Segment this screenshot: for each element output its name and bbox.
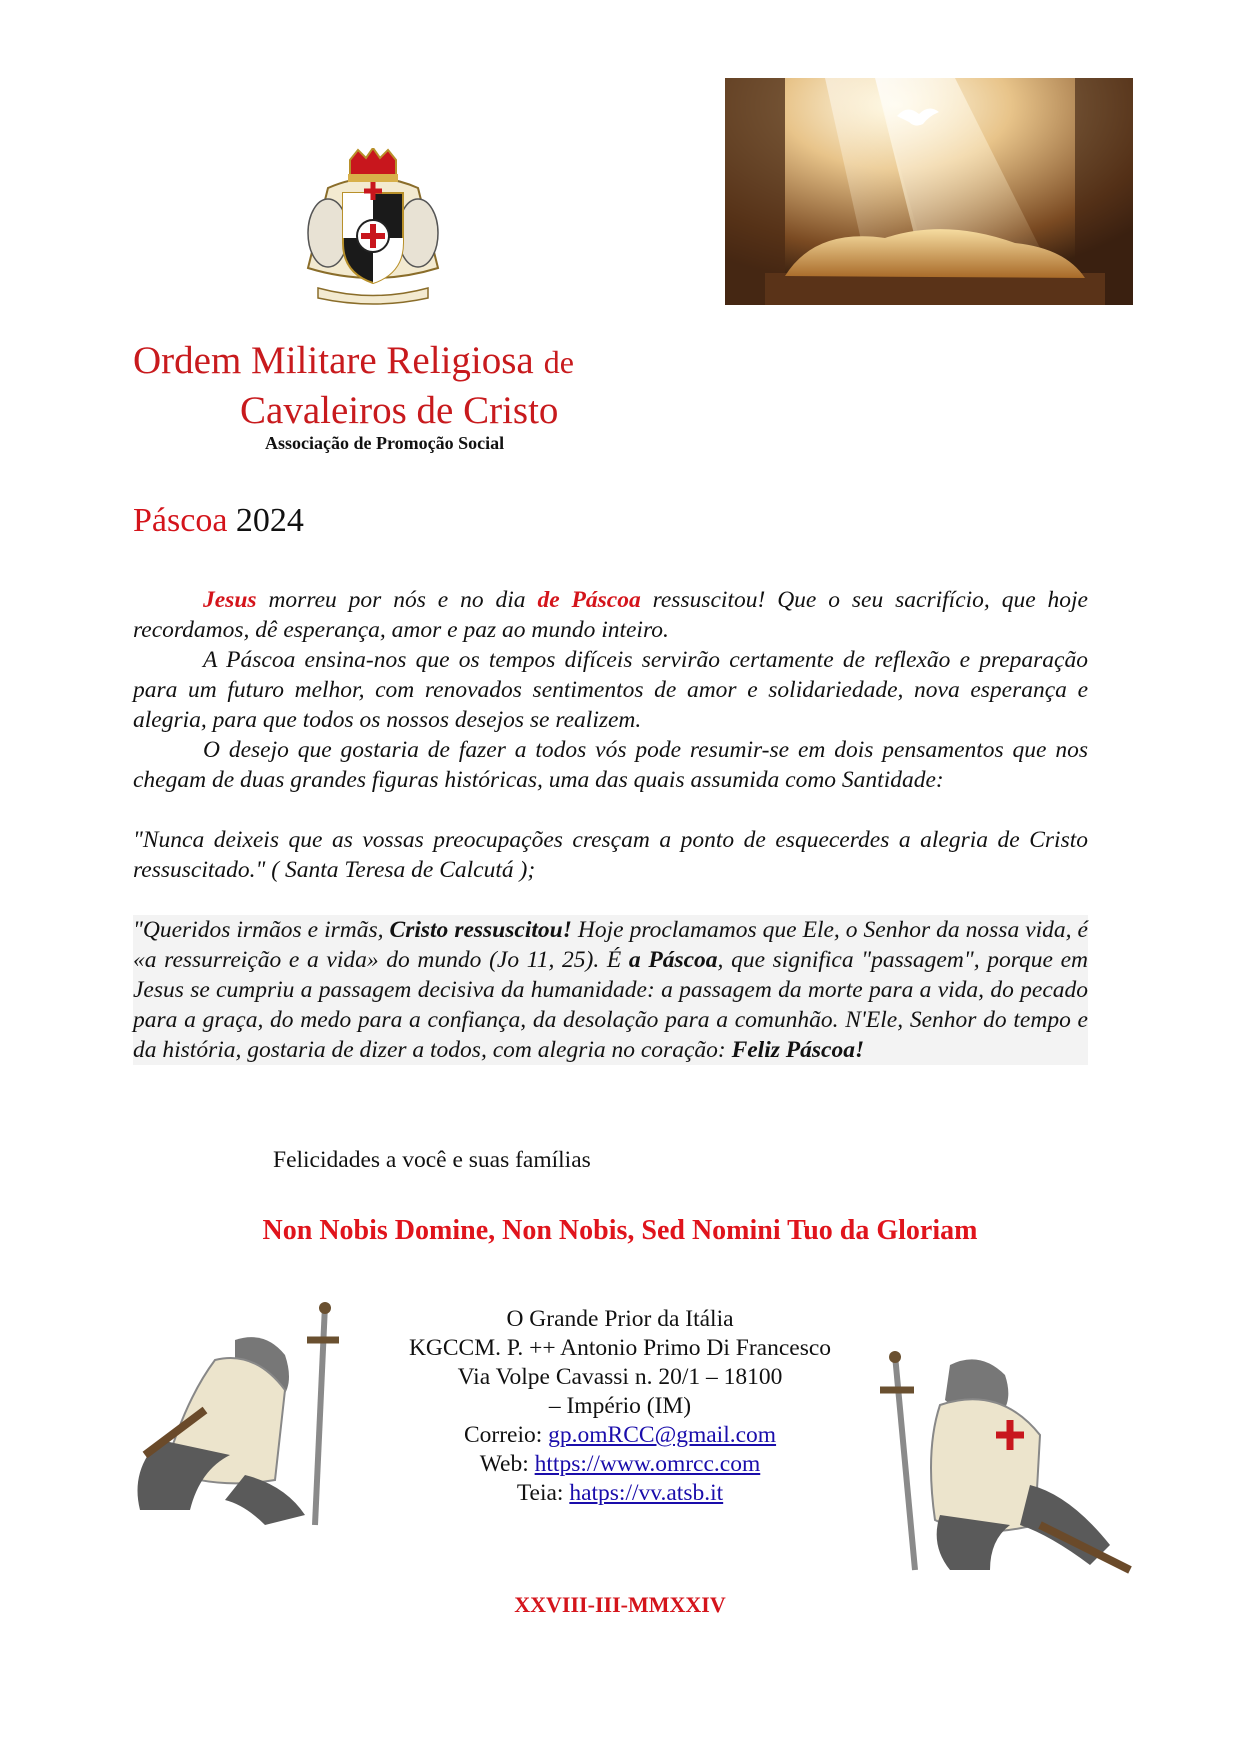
org-subtitle: Associação de Promoção Social xyxy=(265,433,505,453)
email-link[interactable]: gp.omRCC@gmail.com xyxy=(548,1422,777,1448)
heading-word: Páscoa xyxy=(133,502,228,539)
teia-row xyxy=(320,1479,920,1508)
page-heading xyxy=(133,502,304,540)
quote-pope-bold-b: a Páscoa xyxy=(628,947,718,973)
greeting: Felicidades a você e suas famílias xyxy=(273,1147,591,1173)
letter-body xyxy=(133,585,1088,1065)
teia-label: Teia: xyxy=(516,1480,570,1506)
signature-name: KGCCM. P. ++ Antonio Primo Di Francesco xyxy=(408,1335,832,1361)
email-row xyxy=(320,1421,920,1450)
signature-city: – Império (IM) xyxy=(548,1393,692,1419)
paragraph-1-text-a: morreu por nós e no dia xyxy=(256,587,538,613)
signature-block xyxy=(320,1305,920,1508)
paragraph-1-text-b: ressuscitou! Que o seu sacrifício, que hoje recordamos, dê esperança, amor e paz ao mundo inteiro. xyxy=(133,587,1088,643)
quote-pope-text-b: Hoje proclamamos que Ele, o Senhor da nossa vida, é «a ressurreição e a vida» do mundo (Jo 11, 25). É xyxy=(133,917,1088,973)
quote-teresa: "Nunca deixeis que as vossas preocupações cresçam a ponto de esquecerdes a alegria de Cristo ressuscitado." ( Santa Teresa de Calcutá ); xyxy=(133,827,1088,883)
heading-year: 2024 xyxy=(235,502,304,539)
email-label: Correio: xyxy=(463,1422,549,1448)
quote-pope-text-c: , que significa "passagem", porque em Jesus se cumpriu a passagem decisiva da humanidade: a passagem da morte para a vida, do pecado para a graça, do medo para a confiança, da desolação para a comunhão. N'Ele, Senhor do tempo e da história, gostaria de dizer a todos, com alegria no coração: xyxy=(133,947,1089,1063)
quote-pope xyxy=(133,915,1088,1065)
quote-pope-bold-c: Feliz Páscoa! xyxy=(731,1037,865,1063)
kneeling-knight-left xyxy=(125,1300,345,1530)
letter-date: XXVIII-III-MMXXIV xyxy=(514,1592,726,1617)
signature-address: Via Volpe Cavassi n. 20/1 – 18100 xyxy=(457,1364,783,1390)
paragraph-1 xyxy=(133,585,1088,645)
web-link[interactable]: https://www.omrcc.com xyxy=(534,1451,761,1477)
web-row xyxy=(320,1450,920,1479)
tomb-light-image xyxy=(725,78,1133,305)
org-title-line2: Cavaleiros de Cristo xyxy=(240,389,559,432)
teia-link[interactable]: hatps://vv.atsb.it xyxy=(569,1480,724,1506)
paragraph-2: A Páscoa ensina-nos que os tempos difíceis servirão certamente de reflexão e preparação para um futuro melhor, com renovados sentimentos de amor e solidariedade, nova esperança e alegria, para que todos os nossos desejos se realizem. xyxy=(133,647,1088,733)
word-de-pascoa: de Páscoa xyxy=(537,587,641,613)
motto: Non Nobis Domine, Non Nobis, Sed Nomini Tuo da Gloriam xyxy=(262,1215,978,1246)
org-title-de: de xyxy=(543,344,574,380)
paragraph-3: O desejo que gostaria de fazer a todos vós pode resumir-se em dois pensamentos que nos chegam de duas grandes figuras históricas, uma das quais assumida como Santidade: xyxy=(133,737,1088,793)
quote-pope-text-a: "Queridos irmãos e irmãs, xyxy=(133,917,390,943)
coat-of-arms-logo xyxy=(288,148,458,308)
org-title-line1: Ordem Militare Religiosa de xyxy=(133,339,574,382)
quote-pope-bold-a: Cristo ressuscitou! xyxy=(389,917,572,943)
web-label: Web: xyxy=(479,1451,535,1477)
word-jesus: Jesus xyxy=(203,587,257,613)
signature-title: O Grande Prior da Itália xyxy=(506,1306,734,1332)
empty-tomb-photo xyxy=(725,78,1133,305)
